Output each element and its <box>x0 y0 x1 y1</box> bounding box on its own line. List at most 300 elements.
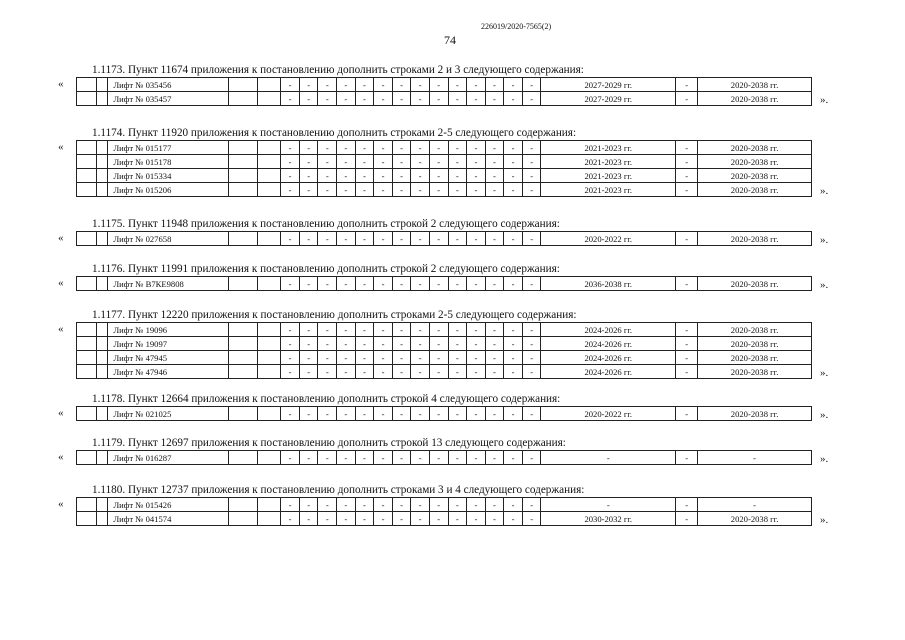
dash-cell: - <box>411 498 430 512</box>
dash-cell: - <box>392 78 411 92</box>
dash-cell: - <box>504 183 523 197</box>
dash-cell: - <box>467 323 486 337</box>
lift-name-cell: Лифт № 47945 <box>108 351 229 365</box>
dash-cell: - <box>281 407 300 421</box>
dash-cell: - <box>485 407 504 421</box>
row-marker-cell <box>96 78 108 92</box>
period2-cell: 2020-2038 гг. <box>698 337 812 351</box>
dash-cell: - <box>522 141 541 155</box>
row-number-cell <box>77 351 97 365</box>
period-cell: 2020-2022 гг. <box>541 232 676 246</box>
dash-cell: - <box>411 155 430 169</box>
empty-cell <box>258 337 281 351</box>
empty-cell <box>229 365 258 379</box>
dash-cell: - <box>374 351 393 365</box>
dash-cell: - <box>522 92 541 106</box>
row-number-cell <box>77 512 97 526</box>
dash-cell: - <box>392 169 411 183</box>
dash-cell: - <box>429 365 448 379</box>
dash-cell: - <box>374 337 393 351</box>
row-marker-cell <box>96 169 108 183</box>
dash-cell: - <box>318 92 337 106</box>
dash-cell: - <box>411 323 430 337</box>
table-row <box>58 364 838 378</box>
dash-cell: - <box>411 365 430 379</box>
dash-cell: - <box>299 365 318 379</box>
dash-cell: - <box>337 512 356 526</box>
amendment-heading: 1.1175. Пункт 11948 приложения к постановлению дополнить строкой 2 следующего содержания: <box>92 218 560 230</box>
period2-cell: 2020-2038 гг. <box>698 351 812 365</box>
dash-cell: - <box>485 498 504 512</box>
dash-cell: - <box>485 155 504 169</box>
dash-cell: - <box>448 183 467 197</box>
period2-cell: 2020-2038 гг. <box>698 365 812 379</box>
dash-cell: - <box>467 141 486 155</box>
dash-cell: - <box>467 451 486 465</box>
dash-cell: - <box>448 155 467 169</box>
dash-cell: - <box>485 183 504 197</box>
empty-cell <box>229 277 258 291</box>
lift-name-cell: Лифт № 015177 <box>108 141 229 155</box>
dash-cell: - <box>448 451 467 465</box>
dash-cell: - <box>337 232 356 246</box>
lift-name-cell: Лифт № 015426 <box>108 498 229 512</box>
dash-cell: - <box>485 323 504 337</box>
amendment-table <box>58 140 838 196</box>
dash-cell: - <box>337 407 356 421</box>
empty-cell <box>229 407 258 421</box>
empty-cell <box>258 78 281 92</box>
empty-cell <box>258 498 281 512</box>
period-cell: - <box>541 451 676 465</box>
dash-cell: - <box>318 155 337 169</box>
dash-cell: - <box>299 169 318 183</box>
dash-cell: - <box>355 169 374 183</box>
dash-cell: - <box>448 512 467 526</box>
dash-cell: - <box>355 407 374 421</box>
dash-cell: - <box>318 141 337 155</box>
dash-cell: - <box>411 451 430 465</box>
row-marker-cell <box>96 141 108 155</box>
dash-cell: - <box>374 78 393 92</box>
dash-cell: - <box>281 155 300 169</box>
row-marker-cell <box>96 407 108 421</box>
dash-cell: - <box>467 407 486 421</box>
dash-cell: - <box>429 407 448 421</box>
amendment-table <box>58 276 838 290</box>
table-row <box>58 511 838 525</box>
open-quote: « <box>58 141 64 153</box>
dash-cell: - <box>299 498 318 512</box>
close-quote: ». <box>820 279 829 291</box>
dash-cell: - <box>355 155 374 169</box>
row-marker-cell <box>96 351 108 365</box>
row-number-cell <box>77 183 97 197</box>
dash-cell: - <box>504 92 523 106</box>
dash-cell: - <box>448 365 467 379</box>
dash-cell: - <box>411 337 430 351</box>
dash-cell: - <box>299 277 318 291</box>
dash-cell: - <box>281 183 300 197</box>
row-marker-cell <box>96 92 108 106</box>
dash-cell: - <box>392 512 411 526</box>
separator-cell: - <box>676 92 698 106</box>
period-cell: 2020-2022 гг. <box>541 407 676 421</box>
dash-cell: - <box>281 232 300 246</box>
row-number-cell <box>77 498 97 512</box>
dash-cell: - <box>318 183 337 197</box>
dash-cell: - <box>429 232 448 246</box>
dash-cell: - <box>411 92 430 106</box>
dash-cell: - <box>485 277 504 291</box>
dash-cell: - <box>504 277 523 291</box>
period-cell: 2024-2026 гг. <box>541 365 676 379</box>
dash-cell: - <box>429 141 448 155</box>
dash-cell: - <box>299 512 318 526</box>
dash-cell: - <box>467 169 486 183</box>
dash-cell: - <box>281 92 300 106</box>
table-row <box>58 140 838 154</box>
dash-cell: - <box>281 169 300 183</box>
dash-cell: - <box>504 323 523 337</box>
dash-cell: - <box>429 323 448 337</box>
dash-cell: - <box>522 155 541 169</box>
dash-cell: - <box>392 498 411 512</box>
dash-cell: - <box>522 78 541 92</box>
dash-cell: - <box>522 498 541 512</box>
period-cell: 2024-2026 гг. <box>541 337 676 351</box>
dash-cell: - <box>299 78 318 92</box>
dash-cell: - <box>504 169 523 183</box>
close-quote: ». <box>820 94 829 106</box>
separator-cell: - <box>676 365 698 379</box>
dash-cell: - <box>374 365 393 379</box>
empty-cell <box>258 512 281 526</box>
dash-cell: - <box>299 337 318 351</box>
period2-cell: 2020-2038 гг. <box>698 78 812 92</box>
period-cell: 2027-2029 гг. <box>541 78 676 92</box>
dash-cell: - <box>374 451 393 465</box>
dash-cell: - <box>355 92 374 106</box>
separator-cell: - <box>676 155 698 169</box>
dash-cell: - <box>318 512 337 526</box>
row-marker-cell <box>96 451 108 465</box>
dash-cell: - <box>355 232 374 246</box>
separator-cell: - <box>676 323 698 337</box>
dash-cell: - <box>281 337 300 351</box>
empty-cell <box>229 512 258 526</box>
dash-cell: - <box>374 232 393 246</box>
dash-cell: - <box>429 277 448 291</box>
dash-cell: - <box>318 277 337 291</box>
dash-cell: - <box>355 183 374 197</box>
dash-cell: - <box>522 183 541 197</box>
dash-cell: - <box>467 92 486 106</box>
separator-cell: - <box>676 512 698 526</box>
separator-cell: - <box>676 141 698 155</box>
separator-cell: - <box>676 232 698 246</box>
lift-name-cell: Лифт № 015178 <box>108 155 229 169</box>
row-marker-cell <box>96 365 108 379</box>
open-quote: « <box>58 451 64 463</box>
empty-cell <box>229 337 258 351</box>
row-number-cell <box>77 365 97 379</box>
table-row <box>58 350 838 364</box>
dash-cell: - <box>522 451 541 465</box>
dash-cell: - <box>411 141 430 155</box>
close-quote: ». <box>820 185 829 197</box>
dash-cell: - <box>504 141 523 155</box>
dash-cell: - <box>299 323 318 337</box>
amendment-heading: 1.1173. Пункт 11674 приложения к постановлению дополнить строками 2 и 3 следующего содержания: <box>92 64 584 76</box>
amendment-table <box>58 450 838 464</box>
empty-cell <box>229 141 258 155</box>
dash-cell: - <box>281 78 300 92</box>
lift-name-cell: Лифт № 027658 <box>108 232 229 246</box>
dash-cell: - <box>411 232 430 246</box>
dash-cell: - <box>337 155 356 169</box>
dash-cell: - <box>281 323 300 337</box>
table-row <box>58 336 838 350</box>
dash-cell: - <box>337 451 356 465</box>
dash-cell: - <box>504 78 523 92</box>
separator-cell: - <box>676 183 698 197</box>
period2-cell: 2020-2038 гг. <box>698 277 812 291</box>
period2-cell: 2020-2038 гг. <box>698 92 812 106</box>
empty-cell <box>229 183 258 197</box>
dash-cell: - <box>485 337 504 351</box>
dash-cell: - <box>467 512 486 526</box>
dash-cell: - <box>485 451 504 465</box>
dash-cell: - <box>448 337 467 351</box>
dash-cell: - <box>448 351 467 365</box>
period-cell: 2021-2023 гг. <box>541 169 676 183</box>
separator-cell: - <box>676 337 698 351</box>
dash-cell: - <box>281 141 300 155</box>
dash-cell: - <box>318 451 337 465</box>
dash-cell: - <box>355 141 374 155</box>
dash-cell: - <box>318 351 337 365</box>
dash-cell: - <box>504 351 523 365</box>
dash-cell: - <box>448 323 467 337</box>
period2-cell: 2020-2038 гг. <box>698 512 812 526</box>
open-quote: « <box>58 407 64 419</box>
dash-cell: - <box>467 183 486 197</box>
dash-cell: - <box>318 407 337 421</box>
row-number-cell <box>77 277 97 291</box>
dash-cell: - <box>281 512 300 526</box>
dash-cell: - <box>485 232 504 246</box>
dash-cell: - <box>337 183 356 197</box>
dash-cell: - <box>281 365 300 379</box>
dash-cell: - <box>392 337 411 351</box>
dash-cell: - <box>299 183 318 197</box>
dash-cell: - <box>299 407 318 421</box>
dash-cell: - <box>504 365 523 379</box>
dash-cell: - <box>522 323 541 337</box>
dash-cell: - <box>392 155 411 169</box>
dash-cell: - <box>337 498 356 512</box>
dash-cell: - <box>392 407 411 421</box>
row-number-cell <box>77 323 97 337</box>
row-number-cell <box>77 78 97 92</box>
dash-cell: - <box>299 92 318 106</box>
empty-cell <box>258 277 281 291</box>
dash-cell: - <box>429 155 448 169</box>
dash-cell: - <box>318 323 337 337</box>
row-marker-cell <box>96 323 108 337</box>
separator-cell: - <box>676 407 698 421</box>
amendment-heading: 1.1177. Пункт 12220 приложения к постановлению дополнить строками 2-5 следующего содержания: <box>92 309 577 321</box>
dash-cell: - <box>281 498 300 512</box>
empty-cell <box>258 183 281 197</box>
dash-cell: - <box>504 232 523 246</box>
empty-cell <box>229 78 258 92</box>
lift-name-cell: Лифт № 19096 <box>108 323 229 337</box>
table-row <box>58 497 838 511</box>
empty-cell <box>229 451 258 465</box>
open-quote: « <box>58 78 64 90</box>
dash-cell: - <box>429 183 448 197</box>
dash-cell: - <box>299 155 318 169</box>
empty-cell <box>258 141 281 155</box>
amendment-table <box>58 406 838 420</box>
close-quote: ». <box>820 409 829 421</box>
dash-cell: - <box>392 451 411 465</box>
dash-cell: - <box>485 92 504 106</box>
dash-cell: - <box>467 351 486 365</box>
dash-cell: - <box>374 141 393 155</box>
dash-cell: - <box>299 351 318 365</box>
open-quote: « <box>58 498 64 510</box>
dash-cell: - <box>281 277 300 291</box>
amendment-table <box>58 77 838 105</box>
dash-cell: - <box>392 141 411 155</box>
row-marker-cell <box>96 277 108 291</box>
empty-cell <box>229 92 258 106</box>
dash-cell: - <box>281 351 300 365</box>
period-cell: 2024-2026 гг. <box>541 323 676 337</box>
period2-cell: 2020-2038 гг. <box>698 141 812 155</box>
amendment-heading: 1.1180. Пункт 12737 приложения к постановлению дополнить строками 3 и 4 следующего содержания: <box>92 484 585 496</box>
empty-cell <box>229 498 258 512</box>
dash-cell: - <box>299 141 318 155</box>
dash-cell: - <box>355 337 374 351</box>
dash-cell: - <box>281 451 300 465</box>
dash-cell: - <box>355 78 374 92</box>
dash-cell: - <box>467 277 486 291</box>
dash-cell: - <box>318 169 337 183</box>
close-quote: ». <box>820 234 829 246</box>
dash-cell: - <box>355 451 374 465</box>
empty-cell <box>229 323 258 337</box>
dash-cell: - <box>522 277 541 291</box>
dash-cell: - <box>448 277 467 291</box>
period-cell: 2036-2038 гг. <box>541 277 676 291</box>
document-code: 226019/2020-7565(2) <box>481 22 552 31</box>
empty-cell <box>258 232 281 246</box>
lift-name-cell: Лифт № 016287 <box>108 451 229 465</box>
dash-cell: - <box>429 351 448 365</box>
period2-cell: 2020-2038 гг. <box>698 169 812 183</box>
dash-cell: - <box>485 169 504 183</box>
separator-cell: - <box>676 277 698 291</box>
table-row <box>58 276 838 290</box>
period2-cell: 2020-2038 гг. <box>698 183 812 197</box>
dash-cell: - <box>429 512 448 526</box>
separator-cell: - <box>676 78 698 92</box>
table-row <box>58 91 838 105</box>
dash-cell: - <box>485 78 504 92</box>
dash-cell: - <box>318 365 337 379</box>
row-marker-cell <box>96 155 108 169</box>
table-row <box>58 322 838 336</box>
empty-cell <box>258 451 281 465</box>
dash-cell: - <box>429 337 448 351</box>
dash-cell: - <box>467 155 486 169</box>
period2-cell: 2020-2038 гг. <box>698 155 812 169</box>
amendment-heading: 1.1179. Пункт 12697 приложения к постановлению дополнить строкой 13 следующего содержания: <box>92 437 566 449</box>
dash-cell: - <box>355 512 374 526</box>
table-row <box>58 182 838 196</box>
open-quote: « <box>58 232 64 244</box>
dash-cell: - <box>337 277 356 291</box>
dash-cell: - <box>318 337 337 351</box>
dash-cell: - <box>392 183 411 197</box>
lift-name-cell: Лифт № В7КЕ9808 <box>108 277 229 291</box>
table-row <box>58 154 838 168</box>
dash-cell: - <box>318 78 337 92</box>
lift-name-cell: Лифт № 041574 <box>108 512 229 526</box>
row-number-cell <box>77 141 97 155</box>
lift-name-cell: Лифт № 015334 <box>108 169 229 183</box>
dash-cell: - <box>374 512 393 526</box>
dash-cell: - <box>504 337 523 351</box>
empty-cell <box>229 169 258 183</box>
empty-cell <box>229 351 258 365</box>
dash-cell: - <box>374 183 393 197</box>
amendment-heading: 1.1174. Пункт 11920 приложения к постановлению дополнить строками 2-5 следующего содержания: <box>92 127 577 139</box>
close-quote: ». <box>820 514 829 526</box>
dash-cell: - <box>504 407 523 421</box>
dash-cell: - <box>522 169 541 183</box>
lift-name-cell: Лифт № 021025 <box>108 407 229 421</box>
dash-cell: - <box>355 323 374 337</box>
dash-cell: - <box>522 351 541 365</box>
lift-name-cell: Лифт № 035457 <box>108 92 229 106</box>
dash-cell: - <box>504 451 523 465</box>
dash-cell: - <box>485 512 504 526</box>
dash-cell: - <box>522 232 541 246</box>
dash-cell: - <box>392 323 411 337</box>
dash-cell: - <box>522 365 541 379</box>
dash-cell: - <box>504 498 523 512</box>
dash-cell: - <box>411 169 430 183</box>
empty-cell <box>258 365 281 379</box>
row-number-cell <box>77 232 97 246</box>
row-number-cell <box>77 407 97 421</box>
dash-cell: - <box>337 141 356 155</box>
dash-cell: - <box>411 351 430 365</box>
dash-cell: - <box>355 365 374 379</box>
dash-cell: - <box>299 451 318 465</box>
dash-cell: - <box>522 407 541 421</box>
dash-cell: - <box>355 498 374 512</box>
dash-cell: - <box>448 141 467 155</box>
dash-cell: - <box>355 351 374 365</box>
empty-cell <box>258 155 281 169</box>
period-cell: - <box>541 498 676 512</box>
